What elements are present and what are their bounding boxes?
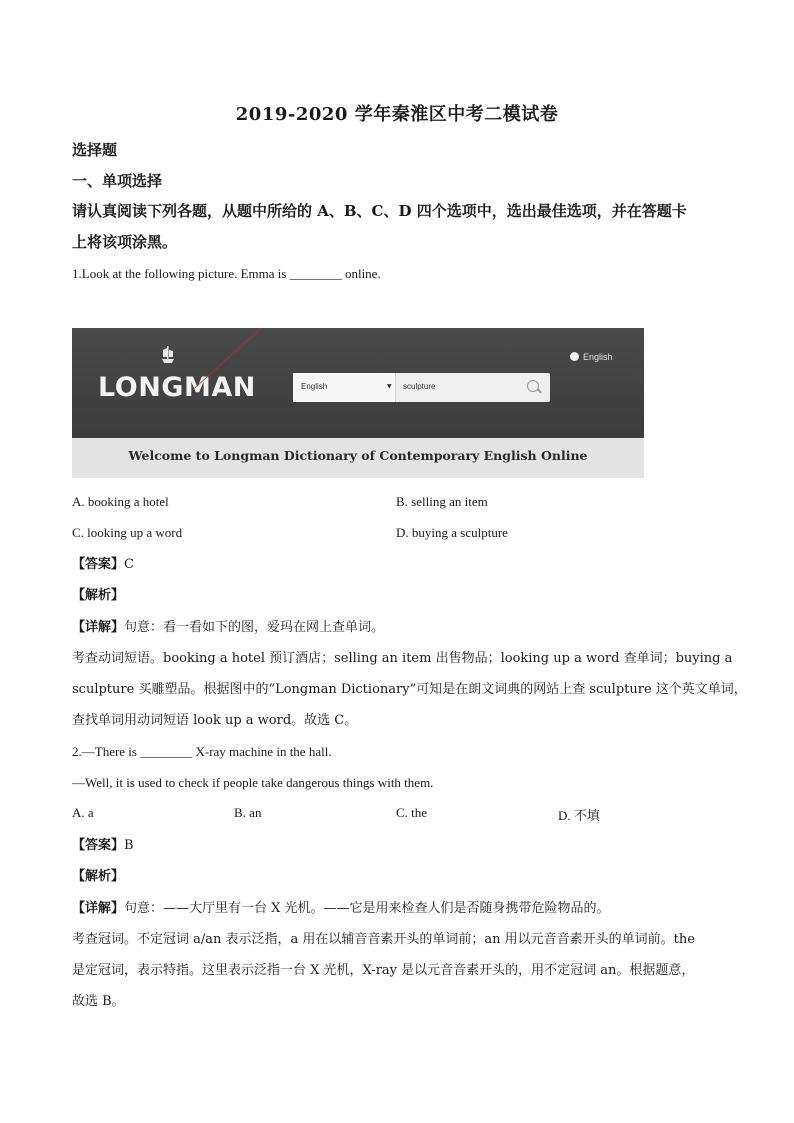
q2-answer	[72, 836, 134, 856]
q1-option-d: D. buying a sculpture	[396, 525, 508, 540]
page-title: 2019-2020 学年秦淮区中考二模试卷	[235, 104, 559, 125]
q1-explain-2: sculpture 买雕塑品。根据图中的“Longman Dictionary”可知是在朗文词典的网站上查 sculpture 这个英文单词，	[72, 682, 747, 697]
q2-detail	[72, 899, 610, 919]
q2-option-b: B. an	[234, 805, 262, 820]
q2-option-a: A. a	[72, 805, 94, 820]
detail-text: 句意：——大厅里有一台 X 光机。——它是用来检查人们是否随身携带危险物品的。	[124, 901, 610, 916]
q2-stem-2: —Well, it is used to check if people take dangerous things with them.	[72, 775, 434, 790]
language-label: English	[583, 352, 613, 362]
q1-detail	[72, 618, 384, 638]
welcome-text: Welcome to Longman Dictionary of Contemporary English Online	[128, 448, 588, 463]
q1-stem: 1.Look at the following picture. Emma is ________ online.	[72, 266, 381, 281]
chevron-down-icon: ▼	[387, 383, 392, 390]
answer-value: B	[124, 838, 134, 853]
q1-option-b: B. selling an item	[396, 494, 488, 509]
q1-analysis	[72, 586, 124, 606]
q2-option-d: D. 不填	[558, 808, 600, 823]
longman-logo: LONGMAN	[98, 372, 256, 403]
globe-icon	[570, 352, 579, 361]
q2-explain-3: 故选 B。	[72, 994, 125, 1009]
detail-label: 【详解】	[72, 901, 125, 916]
q1-option-a: A. booking a hotel	[72, 494, 169, 509]
q2-analysis	[72, 867, 124, 887]
instruction-line-2: 上将该项涂黑。	[72, 233, 178, 251]
analysis-label: 【解析】	[72, 588, 125, 603]
language-switch	[570, 352, 613, 362]
longman-screenshot	[72, 328, 644, 478]
search-query: sculpture	[403, 382, 436, 391]
part-heading: 一、单项选择	[72, 172, 163, 190]
answer-label: 【答案】	[72, 557, 125, 572]
q1-answer	[72, 555, 134, 575]
answer-value: C	[124, 557, 134, 572]
q2-option-c: C. the	[396, 805, 428, 820]
dictionary-select	[293, 373, 396, 402]
detail-label: 【详解】	[72, 620, 125, 635]
q1-explain-1: 考查动词短语。booking a hotel 预订酒店；selling an item 出售物品；looking up a word 查单词；buying a	[72, 651, 733, 666]
section-heading: 选择题	[72, 141, 118, 159]
instruction-line-1: 请认真阅读下列各题，从题中所给的 A、B、C、D 四个选项中，选出最佳选项，并在答题卡	[72, 202, 687, 220]
q2-stem-1: 2.—There is ________ X-ray machine in the hall.	[72, 744, 332, 759]
search-icon	[527, 380, 539, 392]
detail-text: 句意：看一看如下的图，爱玛在网上查单词。	[124, 620, 385, 635]
q2-explain-2: 是定冠词，表示特指。这里表示泛指一台 X 光机，X-ray 是以元音音素开头的，用不定冠词 an。根据题意，	[72, 963, 695, 978]
search-bar	[293, 373, 550, 402]
dictionary-select-value: English	[301, 382, 328, 391]
q1-option-c: C. looking up a word	[72, 525, 183, 540]
answer-label: 【答案】	[72, 838, 125, 853]
ship-logo-icon	[160, 345, 176, 365]
analysis-label: 【解析】	[72, 869, 125, 884]
q1-explain-3: 查找单词用动词短语 look up a word。故选 C。	[72, 713, 358, 728]
q2-explain-1: 考查冠词。不定冠词 a/an 表示泛指，a 用在以辅音音素开头的单词前；an 用以元音音素开头的单词前。the	[72, 932, 695, 947]
